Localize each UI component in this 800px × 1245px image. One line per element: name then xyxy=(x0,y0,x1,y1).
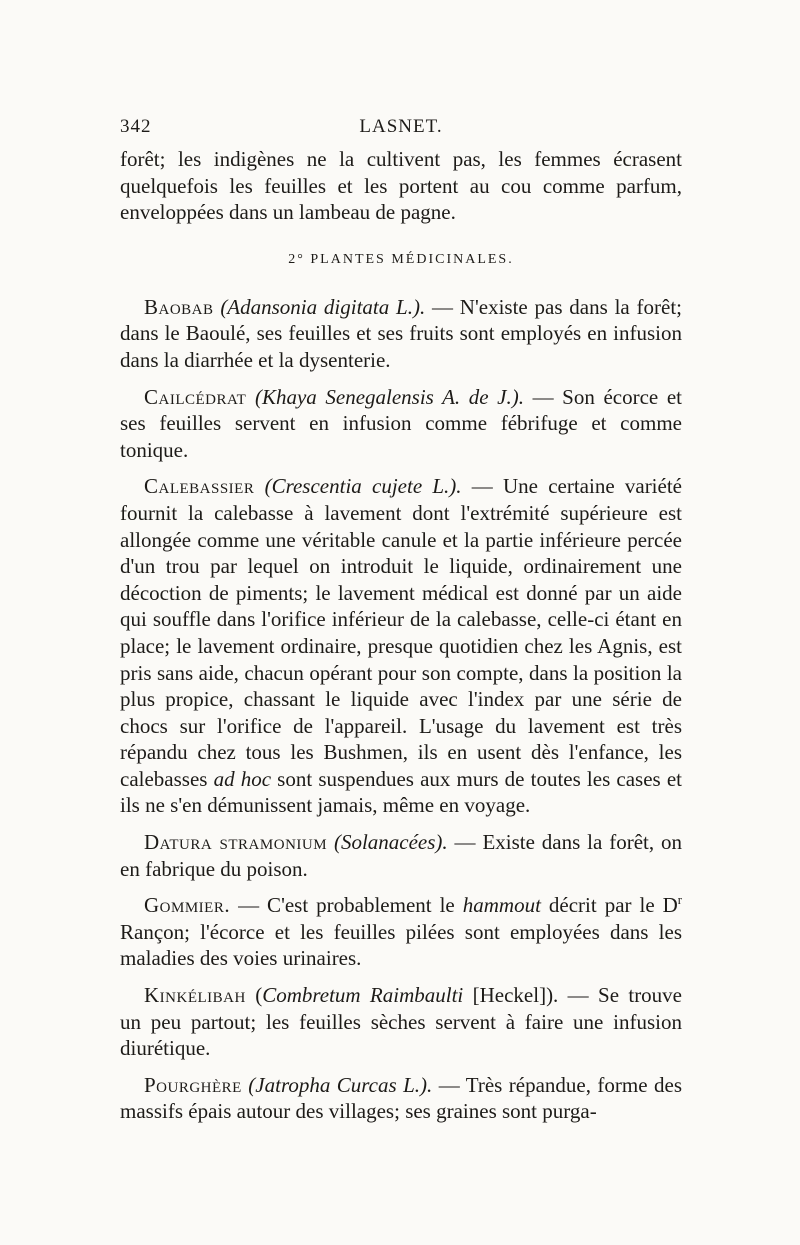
page-body xyxy=(120,146,682,1135)
entry-name: Cailcédrat xyxy=(144,384,247,409)
entry-text: — Existe dans la forêt, on en fabrique du poison. xyxy=(120,830,682,881)
entry-calebassier xyxy=(120,473,682,819)
entry-name: Baobab xyxy=(144,294,214,319)
entry-pourghere xyxy=(120,1072,682,1125)
entry-baobab xyxy=(120,294,682,374)
entry-name: Gommier. xyxy=(144,893,231,918)
running-title: LASNET. xyxy=(359,116,443,137)
entry-name: Kinkélibah xyxy=(144,983,246,1008)
entry-name: Calebassier xyxy=(144,474,255,499)
entry-name: Datura stramonium xyxy=(144,830,328,855)
entry-latin-close: [Heckel]). xyxy=(463,983,559,1008)
entry-kinkelibah xyxy=(120,982,682,1062)
entry-italic: hammout xyxy=(462,893,541,918)
entry-latin: (Adansonia digitata L.). xyxy=(220,294,426,319)
section-title: 2° PLANTES MÉDICINALES. xyxy=(288,251,514,267)
entry-text: — Se trouve un peu partout; les feuilles sèches servent à faire une infusion diurétique. xyxy=(120,983,683,1061)
entry-text-mid: décrit par le D xyxy=(540,893,678,918)
entry-text: — Une certaine variété fournit la calebasse à lavement dont l'extrémité supérieure est allongée comme une véritable canule et la partie inférieure percée d'un trou par lequel on introduit le liquide, ordinairement une décoction de piments; le lavement médical est donné par un aide qui souffle dans l'orifice inférieur de la calebasse, celle-ci étant en place; le lavement ordinaire, presque quotidien chez les Agnis, est pris sans aide, chacun opérant pour son compte, dans la position la plus propice, chassant le liquide avec l'index par une série de chocs sur l'orifice de l'appareil. L'usage du lavement est très répandu chez tous les Bushmen, ils en usent dès l'enfance, les calebasses xyxy=(120,474,682,791)
entry-text: — C'est probablement le xyxy=(230,893,463,918)
entry-latin: Combretum Raimbaulti xyxy=(262,983,464,1008)
entry-latin: (Solanacées). xyxy=(333,830,448,855)
entry-latin: (Jatropha Curcas L.). xyxy=(248,1072,433,1097)
page-header xyxy=(120,116,682,146)
entry-datura xyxy=(120,829,682,882)
entry-text-end: sont suspendues aux murs de toutes les cases et ils ne s'en démunissent jamais, même en voyage. xyxy=(120,766,682,818)
page-number: 342 xyxy=(120,116,152,137)
entry-italic: ad hoc xyxy=(213,766,272,791)
entry-gommier xyxy=(120,892,682,972)
entry-text: — N'existe pas dans la forêt; dans le Baoulé, ses feuilles et ses fruits sont employés en infusion dans la diarrhée et la dysenterie. xyxy=(120,294,683,372)
entry-text: — Son écorce et ses feuilles servent en infusion comme fébrifuge et comme tonique. xyxy=(120,384,682,462)
entry-latin: (Crescentia cujete L.). xyxy=(264,474,462,499)
entry-superscript: r xyxy=(677,893,682,908)
entry-name: Pourghère xyxy=(144,1072,242,1097)
entry-cailcedrat xyxy=(120,384,682,464)
entry-latin: (Khaya Senegalensis A. de J.). xyxy=(254,384,524,409)
intro-paragraph: forêt; les indigènes ne la cultivent pas, les femmes écrasent quelquefois les feuilles et les portent au cou comme parfum, enveloppées dans un lambeau de pagne. xyxy=(120,147,682,225)
entry-text: — Très répandue, forme des massifs épais autour des villages; ses graines sont purga- xyxy=(120,1072,682,1124)
entry-text-end: Rançon; l'écorce et les feuilles pilées sont employées dans les maladies des voies urinaires. xyxy=(120,919,682,971)
entry-latin-open: ( xyxy=(255,983,263,1008)
